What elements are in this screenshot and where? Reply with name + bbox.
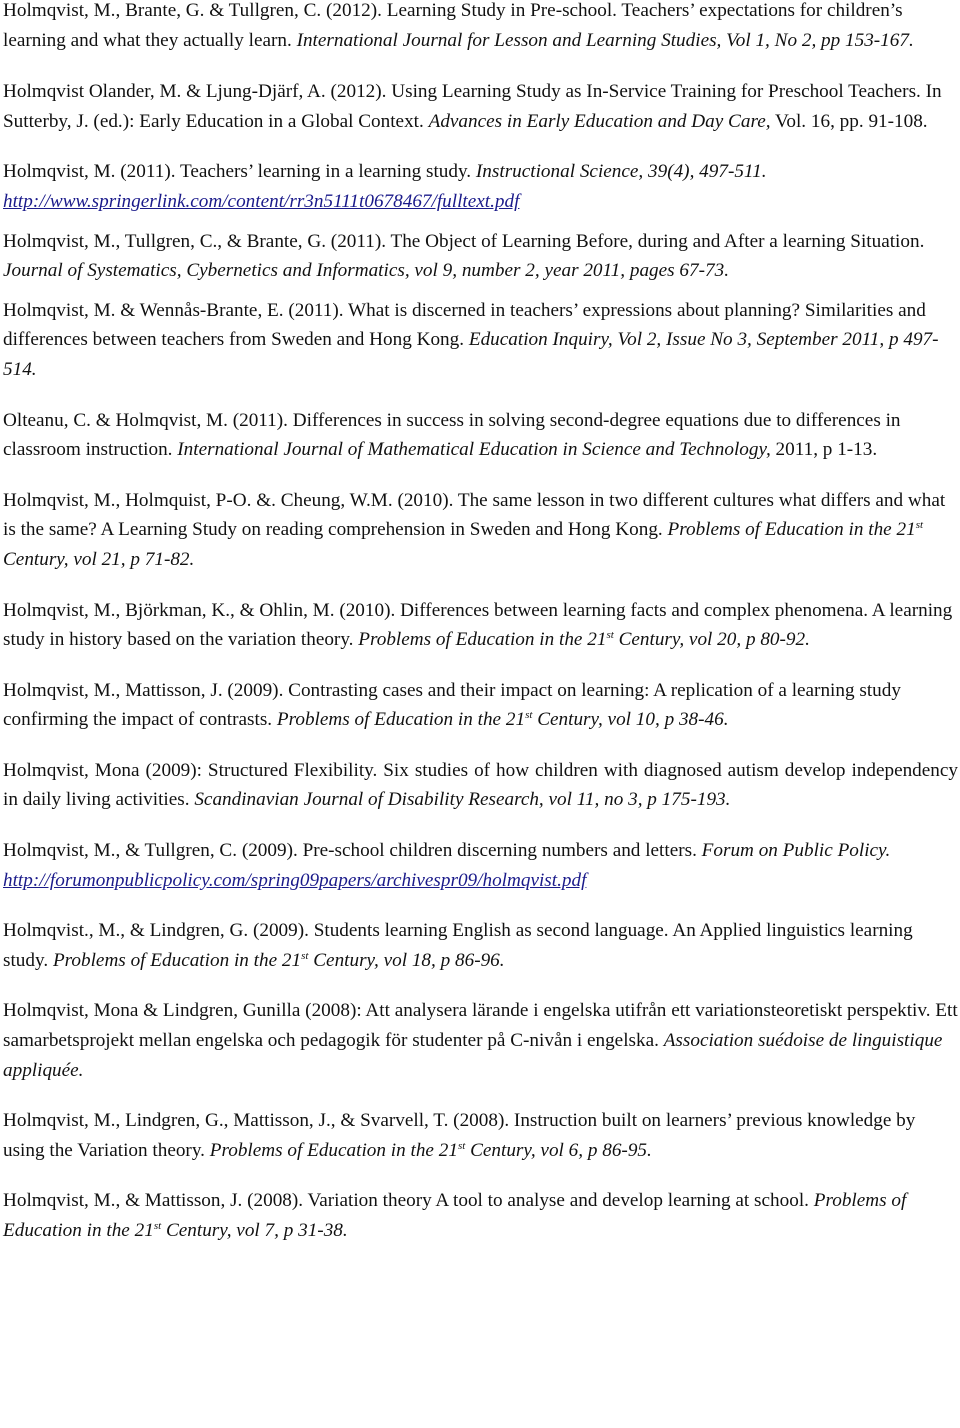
- reference-entry: [3, 157, 958, 216]
- journal-citation: International Journal for Lesson and Learning Studies, Vol 1, No 2, pp 153-167.: [296, 29, 914, 51]
- reference-text: Holmqvist, M., Holmquist, P-O. &. Cheung, W.M. (2010). The same lesson in two different cultures what differs and what is the same? A Learning Study on reading comprehension in Sweden and Hong Kong.: [3, 489, 946, 541]
- reference-entry: [3, 836, 958, 895]
- journal-citation: Forum on Public Policy.: [701, 840, 891, 862]
- ordinal-suffix: st: [301, 949, 309, 962]
- reference-entry: [3, 296, 958, 385]
- journal-citation: Problems of Education in the 21: [667, 519, 916, 541]
- reference-text: Holmqvist, M. & Wennås-Brante, E. (2011). What is discerned in teachers’ expressions about planning? Similarities and differences between teachers from Sweden and Hong Kong.: [3, 299, 926, 351]
- reference-text: Holmqvist, M., & Mattisson, J. (2008). Variation theory A tool to analyse and develop learning at school.: [3, 1190, 814, 1212]
- journal-citation: Association suédoise de linguistique appliquée.: [3, 1030, 943, 1081]
- reference-list: [3, 0, 958, 1246]
- ordinal-suffix: st: [606, 629, 614, 642]
- reference-text: Holmqvist, M., Björkman, K., & Ohlin, M. (2010). Differences between learning facts and complex phenomena. A learning study in history based on the variation theory.: [3, 599, 953, 651]
- reference-text: Holmqvist, M. (2011). Teachers’ learning in a learning study.: [3, 161, 476, 183]
- journal-citation-tail: Century, vol 10, p 38-46.: [532, 709, 729, 731]
- reference-text: Holmqvist, M., Lindgren, G., Mattisson, J., & Svarvell, T. (2008). Instruction built on learners’ previous knowledge by using the Variation theory.: [3, 1110, 916, 1161]
- journal-citation-tail: Century, vol 18, p 86-96.: [308, 949, 505, 971]
- reference-text: Holmqvist, M., & Tullgren, C. (2009). Pre-school children discerning numbers and letters.: [3, 840, 702, 862]
- journal-citation: Problems of Education in the 21: [276, 709, 526, 731]
- reference-text: Holmqvist, Mona (2009): Structured Flexibility. Six studies of how children with diagnosed autism develop independency in daily living activities.: [3, 759, 958, 811]
- journal-citation: Problems of Education in the 21: [52, 949, 302, 971]
- reference-entry: [3, 756, 958, 815]
- ordinal-suffix: st: [457, 1139, 466, 1152]
- reference-entry: [3, 676, 958, 735]
- reference-entry: [3, 1186, 958, 1245]
- reference-text: Holmqvist, M., Brante, G. & Tullgren, C. (2012). Learning Study in Pre-school. Teachers’ expectations for children’s learning and what they actually learn.: [3, 0, 903, 51]
- reference-entry: [3, 996, 958, 1085]
- journal-citation: Problems of Education in the 21: [209, 1139, 458, 1161]
- reference-entry: [3, 916, 958, 975]
- journal-citation: Education Inquiry, Vol 2, Issue No 3, September 2011, p 497-514.: [3, 329, 939, 380]
- journal-citation: Problems of Education in the 21: [358, 629, 607, 651]
- reference-entry: [3, 406, 958, 465]
- reference-entry: [3, 227, 958, 286]
- journal-citation: Problems of Education in the 21: [3, 1190, 907, 1241]
- reference-entry: [3, 0, 958, 55]
- reference-entry: [3, 596, 958, 655]
- journal-citation-tail: Century, vol 7, p 31-38.: [161, 1220, 348, 1241]
- journal-citation-tail: Century, vol 6, p 86-95.: [465, 1139, 652, 1161]
- journal-citation: Instructional Science, 39(4), 497-511.: [475, 161, 767, 183]
- reference-link[interactable]: http://www.springerlink.com/content/rr3n5111t0678467/fulltext.pdf: [3, 190, 520, 212]
- reference-text: Olteanu, C. & Holmqvist, M. (2011). Differences in success in solving second-degree equations due to differences in classroom instruction.: [3, 409, 901, 461]
- journal-citation: Advances in Early Education and Day Care,: [428, 110, 771, 132]
- reference-entry: [3, 77, 958, 136]
- reference-text: Holmqvist, M., Tullgren, C., & Brante, G. (2011). The Object of Learning Before, during and After a learning Situation.: [3, 230, 925, 252]
- reference-entry: [3, 1106, 958, 1165]
- ordinal-suffix: st: [915, 519, 924, 532]
- ordinal-suffix: st: [525, 709, 533, 722]
- reference-text: Holmqvist, Mona & Lindgren, Gunilla (2008): Att analysera lärande i engelska utifrån ett variationsteoretiskt perspektiv. Ett samarbetsprojekt mellan engelska och pedagogik för studenter på C-nivån i engelska.: [3, 1000, 958, 1052]
- journal-citation: Journal of Systematics, Cybernetics and Informatics, vol 9, number 2, year 2011, pages 67-73.: [3, 260, 729, 282]
- reference-entry: [3, 486, 958, 575]
- reference-text: Holmqvist, M., Mattisson, J. (2009). Contrasting cases and their impact on learning: A replication of a learning study confirming the impact of contrasts.: [3, 679, 901, 731]
- reference-tail: 2011, p 1-13.: [770, 439, 878, 461]
- journal-citation: International Journal of Mathematical Education in Science and Technology,: [177, 439, 771, 461]
- journal-citation: Scandinavian Journal of Disability Research, vol 11, no 3, p 175-193.: [194, 789, 731, 811]
- reference-text: Holmqvist., M., & Lindgren, G. (2009). Students learning English as second language. An Applied linguistics learning study.: [3, 920, 913, 971]
- ordinal-suffix: st: [153, 1220, 162, 1232]
- reference-tail: Vol. 16, pp. 91-108.: [770, 110, 928, 132]
- journal-citation-tail: Century, vol 21, p 71-82.: [3, 548, 195, 570]
- reference-link[interactable]: http://forumonpublicpolicy.com/spring09papers/archivespr09/holmqvist.pdf: [3, 869, 587, 891]
- journal-citation-tail: Century, vol 20, p 80-92.: [613, 629, 810, 651]
- reference-text: Holmqvist Olander, M. & Ljung-Djärf, A. (2012). Using Learning Study as In-Service Training for Preschool Teachers. In Sutterby, J. (ed.): Early Education in a Global Context.: [3, 81, 942, 132]
